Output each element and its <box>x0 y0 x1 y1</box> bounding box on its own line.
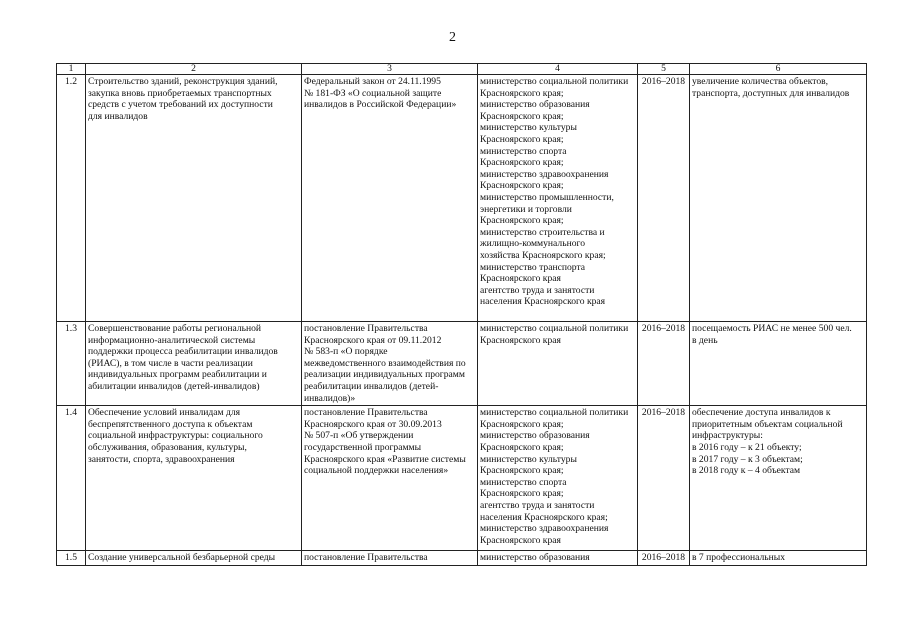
legal-basis: постановление Правительства Красноярского края от 09.11.2012 № 583-п «О порядке межведомственного взаимодействия по реализации индивидуальных программ реабилитации инвалидов (детей- инвалидов)» <box>302 322 478 406</box>
column-header: 1 <box>57 64 86 75</box>
measures-table <box>56 63 867 566</box>
legal-basis: постановление Правительства Красноярского края от 30.09.2013 № 507-п «Об утверждении государственной программы Красноярского края «Развитие системы социальной поддержки населения» <box>302 406 478 551</box>
measure-name: Строительство зданий, реконструкция зданий, закупка вновь приобретаемых транспортных средств с учетом требований их доступности для инвалидов <box>86 75 302 322</box>
period: 2016–2018 <box>638 75 690 322</box>
table-row <box>57 322 867 406</box>
header-row <box>57 64 867 75</box>
period: 2016–2018 <box>638 406 690 551</box>
legal-basis: постановление Правительства <box>302 551 478 566</box>
period: 2016–2018 <box>638 551 690 566</box>
executor: министерство социальной политики Красноярского края <box>478 322 638 406</box>
column-header: 3 <box>302 64 478 75</box>
column-header: 5 <box>638 64 690 75</box>
measure-name: Обеспечение условий инвалидам для беспрепятственного доступа к объектам социальной инфраструктуры: социального обслуживания, образования, культуры, занятости, спорта, здравоохранения <box>86 406 302 551</box>
column-header: 2 <box>86 64 302 75</box>
expected-result: обеспечение доступа инвалидов к приоритетным объектам социальной инфраструктуры: в 2016 году – к 21 объекту; в 2017 году – к 3 объектам; в 2018 году к – 4 объектам <box>690 406 867 551</box>
expected-result: посещаемость РИАС не менее 500 чел. в день <box>690 322 867 406</box>
table-row <box>57 551 867 566</box>
expected-result: в 7 профессиональных <box>690 551 867 566</box>
executor: министерство социальной политики Красноярского края; министерство образования Красноярского края; министерство культуры Красноярского края; министерство спорта Красноярского края; министерство здравоохранения Красноярского края; министерство промышленности, энергетики и торговли Красноярского края; министерство строительства и жилищно-коммунального хозяйства Красноярского края; министерство транспорта Красноярского края агентство труда и занятости населения Красноярского края <box>478 75 638 322</box>
expected-result: увеличение количества объектов, транспорта, доступных для инвалидов <box>690 75 867 322</box>
row-number: 1.2 <box>57 75 86 322</box>
legal-basis: Федеральный закон от 24.11.1995 № 181-ФЗ «О социальной защите инвалидов в Российской Федерации» <box>302 75 478 322</box>
row-number: 1.3 <box>57 322 86 406</box>
measure-name: Совершенствование работы региональной информационно-аналитической системы поддержки процесса реабилитации инвалидов (РИАС), в том числе в части реализации индивидуальных программ реабилитации и абилитации инвалидов (детей-инвалидов) <box>86 322 302 406</box>
page-number: 2 <box>449 30 456 45</box>
row-number: 1.4 <box>57 406 86 551</box>
executor: министерство социальной политики Красноярского края; министерство образования Красноярского края; министерство культуры Красноярского края; министерство спорта Красноярского края; агентство труда и занятости населения Красноярского края; министерство здравоохранения Красноярского края <box>478 406 638 551</box>
executor: министерство образования <box>478 551 638 566</box>
table-row <box>57 406 867 551</box>
measure-name: Создание универсальной безбарьерной среды <box>86 551 302 566</box>
table-row <box>57 75 867 322</box>
column-header: 6 <box>690 64 867 75</box>
row-number: 1.5 <box>57 551 86 566</box>
column-header: 4 <box>478 64 638 75</box>
period: 2016–2018 <box>638 322 690 406</box>
